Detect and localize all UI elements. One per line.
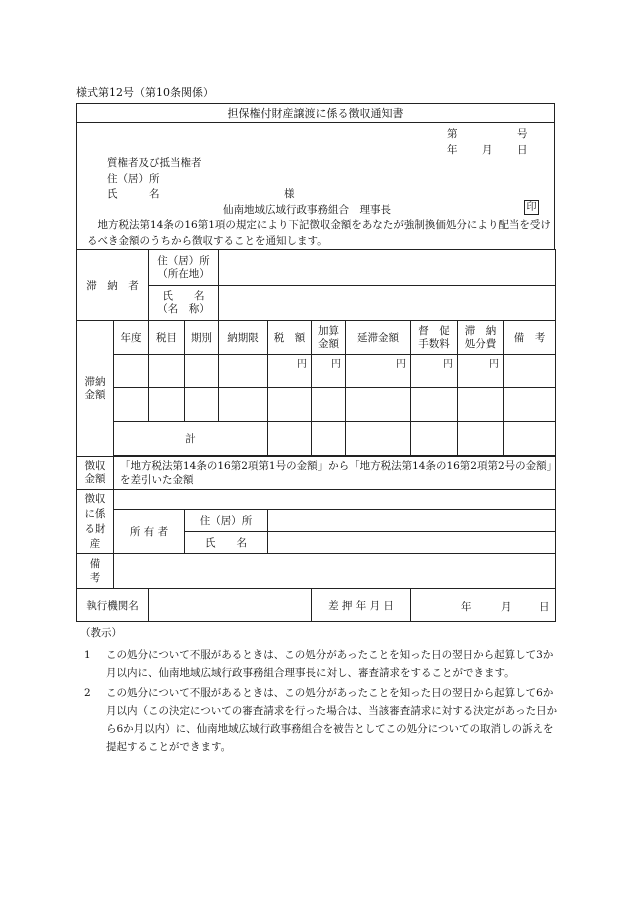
cell-tax-item[interactable]: [149, 388, 185, 422]
taxpayer-label: 滞 納 者: [77, 250, 149, 321]
recipient-address-label: 住（居）所: [107, 173, 160, 185]
seal-mark: 印: [524, 200, 539, 215]
col-period: 期別: [185, 321, 219, 355]
notice-header-section: [76, 122, 555, 250]
instruction-text: この処分について不服があるときは、この処分があったことを知った日の翌日から起算して6か月以内（この決定についての審査請求を行った場合は、当該審査請求に対する決定があった日から6か月以内）に、仙南地域広域行政事務組合を被告としてこの処分についての取消しの訴えを提起することができます。: [106, 687, 558, 753]
col-collection-fee: 督 促手数料: [411, 321, 458, 355]
instruction-item: [80, 646, 560, 682]
cell-additional-tax[interactable]: [312, 355, 346, 388]
seizure-day: 日: [539, 601, 550, 613]
instruction-item: [80, 684, 560, 756]
col-remarks: 備 考: [504, 321, 556, 355]
taxpayer-name-field[interactable]: [219, 286, 556, 321]
recipient-name-label: 氏 名: [107, 188, 160, 200]
seizure-date-label: 差 押 年 月 日: [312, 589, 411, 622]
cell-period[interactable]: [185, 355, 219, 388]
cell-period[interactable]: [185, 388, 219, 422]
col-tax-amount: 税 額: [268, 321, 312, 355]
document-title: 担保権付財産譲渡に係る徴収通知書: [76, 103, 555, 123]
collection-amount-label: 徴収金額: [77, 457, 114, 490]
cell-delinquency-fee[interactable]: [458, 355, 504, 388]
col-delinquent-charge: 延滞金額: [346, 321, 411, 355]
yen-unit: 円: [489, 359, 499, 370]
cell-additional-tax[interactable]: [312, 388, 346, 422]
taxpayer-address-field[interactable]: [219, 250, 556, 286]
total-delinquency-fee[interactable]: [458, 422, 504, 456]
yen-unit: 円: [331, 359, 341, 370]
form-number: 様式第12号（第10条関係）: [76, 86, 214, 99]
cell-remarks[interactable]: [504, 355, 556, 388]
date-year: 年: [447, 144, 458, 156]
cell-tax-amount[interactable]: [268, 388, 312, 422]
cell-year[interactable]: [114, 388, 149, 422]
total-remarks[interactable]: [504, 422, 556, 456]
col-due-date: 納期限: [219, 321, 268, 355]
execution-agency-label: 執行機関名: [77, 589, 149, 622]
col-delinquency-fee: 滞 納処分費: [458, 321, 504, 355]
cell-remarks[interactable]: [504, 388, 556, 422]
cell-delinquent-charge[interactable]: [346, 355, 411, 388]
seizure-month: 月: [501, 601, 512, 613]
collection-table: [76, 249, 556, 622]
property-description-field[interactable]: [114, 490, 556, 510]
col-tax-item: 税目: [149, 321, 185, 355]
date-month: 月: [482, 144, 493, 156]
yen-unit: 円: [297, 359, 307, 370]
owner-address-field[interactable]: [268, 510, 556, 532]
property-label: 徴収に係る財産: [77, 490, 114, 554]
honorific: 様: [284, 188, 295, 200]
instruction-number: 1: [84, 649, 91, 661]
cell-year[interactable]: [114, 355, 149, 388]
instructions: [80, 624, 560, 756]
total-collection-fee[interactable]: [411, 422, 458, 456]
cell-due-date[interactable]: [219, 355, 268, 388]
cell-due-date[interactable]: [219, 388, 268, 422]
cell-collection-fee[interactable]: [411, 355, 458, 388]
cell-tax-amount[interactable]: [268, 355, 312, 388]
collection-amount-text: 「地方税法第14条の16第2項第1号の金額」から「地方税法第14条の16第2項第2号の金額」を差引いた金額: [114, 457, 556, 490]
yen-unit: 円: [443, 359, 453, 370]
col-additional-tax: 加算金額: [312, 321, 346, 355]
doc-number-label: 第: [447, 128, 458, 140]
notice-text: 地方税法第14条の16第1項の規定により下記徴収金額をあなたが強制換価処分により配当を受けるべき金額のうちから徴収することを通知します。: [87, 219, 551, 247]
doc-number-suffix: 号: [517, 128, 528, 140]
instructions-heading: （教示）: [80, 627, 122, 639]
arrears-side-label: 滞納金額: [77, 321, 114, 457]
col-year: 年度: [114, 321, 149, 355]
seizure-date-field[interactable]: [411, 589, 556, 622]
cell-collection-fee[interactable]: [411, 388, 458, 422]
remarks-field[interactable]: [114, 554, 556, 589]
owner-name-label: 氏 名: [185, 532, 268, 554]
owner-name-field[interactable]: [268, 532, 556, 554]
recipient-label: 質権者及び抵当権者: [107, 157, 202, 169]
total-tax-amount[interactable]: [268, 422, 312, 456]
yen-unit: 円: [396, 359, 406, 370]
total-delinquent-charge[interactable]: [346, 422, 411, 456]
date-day: 日: [517, 144, 528, 156]
cell-tax-item[interactable]: [149, 355, 185, 388]
total-additional-tax[interactable]: [312, 422, 346, 456]
issuer-name: 仙南地域広域行政事務組合 理事長: [223, 204, 391, 216]
cell-delinquent-charge[interactable]: [346, 388, 411, 422]
seizure-year: 年: [461, 601, 472, 613]
owner-label: 所 有 者: [114, 510, 185, 554]
instruction-number: 2: [84, 687, 91, 699]
execution-agency-field[interactable]: [149, 589, 312, 622]
owner-address-label: 住（居）所: [185, 510, 268, 532]
total-label: 計: [114, 422, 268, 456]
taxpayer-address-label: 住（居）所 （所在地）: [149, 250, 219, 286]
instruction-text: この処分について不服があるときは、この処分があったことを知った日の翌日から起算して3か月以内に、仙南地域広域行政事務組合理事長に対し、審査請求をすることができます。: [106, 649, 554, 679]
taxpayer-name-label: 氏 名 （名 称）: [149, 286, 219, 321]
cell-delinquency-fee[interactable]: [458, 388, 504, 422]
remarks-label: 備考: [77, 554, 114, 589]
